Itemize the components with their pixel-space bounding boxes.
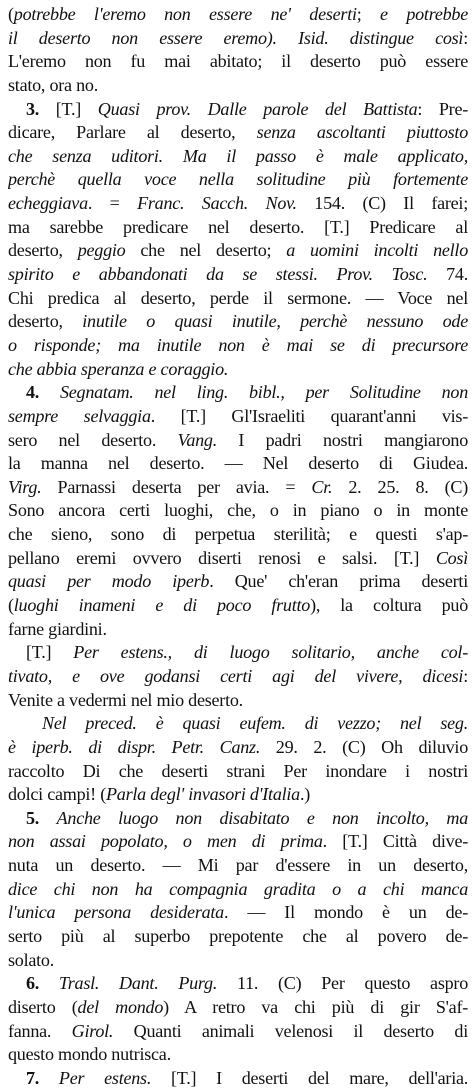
- text-line: [8, 239, 468, 263]
- text-line: [8, 27, 468, 51]
- text-line: [8, 310, 468, 334]
- text-segment: . Que' ch'eran prima deserti: [209, 571, 468, 592]
- text-line: [8, 476, 468, 500]
- section-number: 3.: [26, 98, 56, 119]
- italic-segment: echeggiava: [8, 193, 88, 214]
- section-number: 6.: [26, 973, 59, 994]
- text-segment: Parnassi deserta per avia. =: [41, 476, 312, 497]
- text-segment: :: [463, 665, 468, 686]
- text-segment: serto più al superbo prepotente che al povero de-: [8, 925, 468, 946]
- italic-segment: Quasi prov. Dalle parole del Battista: [97, 98, 418, 119]
- text-line: [8, 263, 468, 287]
- italic-segment: dice chi non ha compagnia gradita o a chi manca: [8, 878, 468, 899]
- italic-segment: non assai popolato, o men di prima: [8, 831, 323, 852]
- italic-segment: Virg.: [8, 476, 42, 497]
- italic-segment: Girol.: [71, 1020, 114, 1041]
- text-line: [8, 996, 468, 1020]
- text-segment: Chi predica al deserto, perde il sermone. — Voce nel: [8, 287, 468, 308]
- text-segment: .): [299, 784, 311, 805]
- text-segment: L'eremo non fu mai abitato; il deserto può essere: [8, 51, 468, 72]
- italic-segment: e potrebbe: [380, 4, 468, 24]
- section-number: 7.: [26, 1067, 59, 1088]
- text-line: [8, 547, 468, 571]
- text-segment: pellano eremi ovvero diserti renosi e salsi. [T.]: [8, 547, 436, 568]
- text-line: [8, 50, 468, 74]
- text-segment: la manna nel deserto. — Nel deserto di Giudea.: [8, 453, 468, 474]
- text-segment: fanna.: [8, 1020, 72, 1041]
- text-line: [8, 736, 468, 760]
- text-segment: 154. (C) Il farei;: [296, 193, 468, 214]
- italic-segment: Così: [435, 547, 468, 568]
- text-line: [8, 712, 468, 736]
- text-segment: [T.]: [55, 98, 98, 119]
- italic-segment: o risponde; ma inutile non è mai se di precursore: [8, 334, 468, 355]
- section-number: 5.: [26, 807, 57, 828]
- italic-segment: peggio: [77, 240, 126, 261]
- italic-segment: che senza uditori. Ma il passo è male applicato,: [8, 145, 468, 166]
- text-line: [8, 972, 468, 996]
- text-segment: [T.] I deserti del mare, dell'aria.: [151, 1067, 468, 1088]
- italic-segment: luoghi inameni e di poco frutto: [13, 595, 311, 616]
- text-segment: . [T.] Gl'Israeliti quarant'anni vis-: [150, 405, 468, 426]
- text-line: [8, 168, 468, 192]
- italic-segment: che abbia speranza e coraggio.: [8, 358, 229, 379]
- text-segment: . =: [87, 193, 138, 214]
- text-segment: 29. 2. (C) Oh diluvio: [260, 736, 468, 757]
- text-segment: 74.: [427, 264, 468, 285]
- italic-segment: Anche luogo non disabitato e non incolto, ma: [56, 807, 468, 828]
- text-segment: ;: [356, 4, 381, 24]
- text-line: [8, 570, 468, 594]
- text-line: [8, 878, 468, 902]
- italic-segment: perchè quella voce nella solitudine più fortemente: [8, 169, 468, 190]
- text-line: [8, 74, 468, 98]
- text-line: [8, 854, 468, 878]
- text-segment: Sono ancora certi luoghi, che, o in piano o in monte: [8, 500, 468, 521]
- italic-segment: quasi per modo iperb: [8, 571, 210, 592]
- text-segment: che nel deserto;: [125, 240, 287, 261]
- text-line: [8, 98, 468, 122]
- text-line: [8, 807, 468, 831]
- text-line: [8, 665, 468, 689]
- italic-segment: Segnatam. nel ling. bibl., per Solitudine non: [59, 382, 468, 403]
- text-line: [8, 216, 468, 240]
- text-segment: . [T.] Città dive-: [322, 831, 468, 852]
- text-segment: (: [8, 595, 14, 616]
- italic-segment: Franc. Sacch. Nov.: [137, 193, 297, 214]
- text-segment: questo mondo nutrisca.: [8, 1044, 171, 1065]
- text-segment: deserto,: [8, 240, 78, 261]
- text-line: [8, 121, 468, 145]
- text-line: [8, 523, 468, 547]
- italic-segment: del mondo: [77, 996, 164, 1017]
- text-line: [8, 452, 468, 476]
- text-segment: . — Il mondo è un de-: [223, 902, 468, 923]
- text-segment: stato, ora no.: [8, 74, 98, 95]
- text-segment: ma sarebbe predicare nel deserto. [T.] Predicare al: [8, 216, 468, 237]
- italic-segment: spirito e abbandonati da se stessi. Prov. Tosc.: [8, 264, 428, 285]
- text-segment: che sieno, sono di perpetua sterilità; e questi s'ap-: [8, 524, 468, 545]
- text-line: [8, 381, 468, 405]
- italic-segment: Trasl. Dant. Purg.: [58, 973, 218, 994]
- text-line: [8, 405, 468, 429]
- text-line: [8, 594, 468, 618]
- text-segment: ) A retro va chi più di gir S'af-: [163, 996, 468, 1017]
- text-segment: farne giardini.: [8, 618, 107, 639]
- text-segment: raccolto Di che deserti strani Per inondare i nostri: [8, 760, 468, 781]
- italic-segment: sempre selvaggia: [8, 405, 151, 426]
- text-segment: diserto (: [8, 996, 78, 1017]
- text-segment: dicare, Parlare al deserto,: [8, 122, 257, 143]
- italic-segment: Parla degl' invasori d'Italia: [106, 784, 300, 805]
- italic-segment: è iperb. di dispr. Petr. Canz.: [8, 736, 261, 757]
- text-line: [8, 192, 468, 216]
- text-segment: Venite a vedermi nel mio deserto.: [8, 689, 243, 710]
- text-line: [8, 1067, 468, 1090]
- text-segment: 2. 25. 8. (C): [332, 476, 468, 497]
- text-line: [8, 618, 468, 642]
- italic-segment: tivato, e ove godansi certi agi del vivere, dicesi: [8, 665, 464, 686]
- text-line: [8, 901, 468, 925]
- text-segment: :: [463, 27, 468, 48]
- italic-segment: Nel preced. è quasi eufem. di vezzo; nel seg.: [42, 713, 468, 734]
- italic-segment: Cr.: [311, 476, 333, 497]
- text-line: [8, 334, 468, 358]
- italic-segment: il deserto non essere eremo). Isid. distingue così: [8, 27, 464, 48]
- text-line: [8, 760, 468, 784]
- text-line: [8, 287, 468, 311]
- text-segment: nuta un deserto. — Mi par d'essere in un deserto,: [8, 855, 468, 876]
- text-segment: (: [8, 4, 14, 24]
- text-line: [8, 949, 468, 973]
- text-segment: dolci campi! (: [8, 784, 106, 805]
- text-line: [8, 429, 468, 453]
- text-segment: sero nel deserto.: [8, 429, 178, 450]
- text-line: [8, 689, 468, 713]
- text-segment: : Pre-: [417, 98, 468, 119]
- text-line: [8, 358, 468, 382]
- italic-segment: Per estens., di luogo solitario, anche col-: [73, 642, 468, 663]
- text-line: [8, 641, 468, 665]
- text-line: [8, 783, 468, 807]
- text-segment: ), la coltura può: [310, 595, 468, 616]
- italic-segment: a uomini incolti nello: [286, 240, 468, 261]
- italic-segment: l'unica persona desiderata: [8, 902, 224, 923]
- text-segment: [T.]: [26, 642, 74, 663]
- text-segment: Quanti animali velenosi il deserto di: [113, 1020, 468, 1041]
- italic-segment: inutile o quasi inutile, perchè nessuno ode: [82, 311, 468, 332]
- italic-segment: Vang.: [177, 429, 217, 450]
- text-line: [8, 499, 468, 523]
- section-number: 4.: [26, 382, 60, 403]
- italic-segment: potrebbe l'eremo non essere ne' deserti: [13, 4, 357, 24]
- text-segment: solato.: [8, 949, 54, 970]
- text-line: [8, 925, 468, 949]
- text-line: [8, 145, 468, 169]
- text-line: [8, 3, 468, 27]
- italic-segment: Per estens.: [58, 1067, 152, 1088]
- text-segment: I padri nostri mangiarono: [217, 429, 468, 450]
- text-line: [8, 830, 468, 854]
- text-segment: 11. (C) Per questo aspro: [217, 973, 468, 994]
- text-segment: deserto,: [8, 311, 83, 332]
- text-line: [8, 1043, 468, 1067]
- italic-segment: senza ascoltanti piuttosto: [256, 122, 468, 143]
- text-line: [8, 1020, 468, 1044]
